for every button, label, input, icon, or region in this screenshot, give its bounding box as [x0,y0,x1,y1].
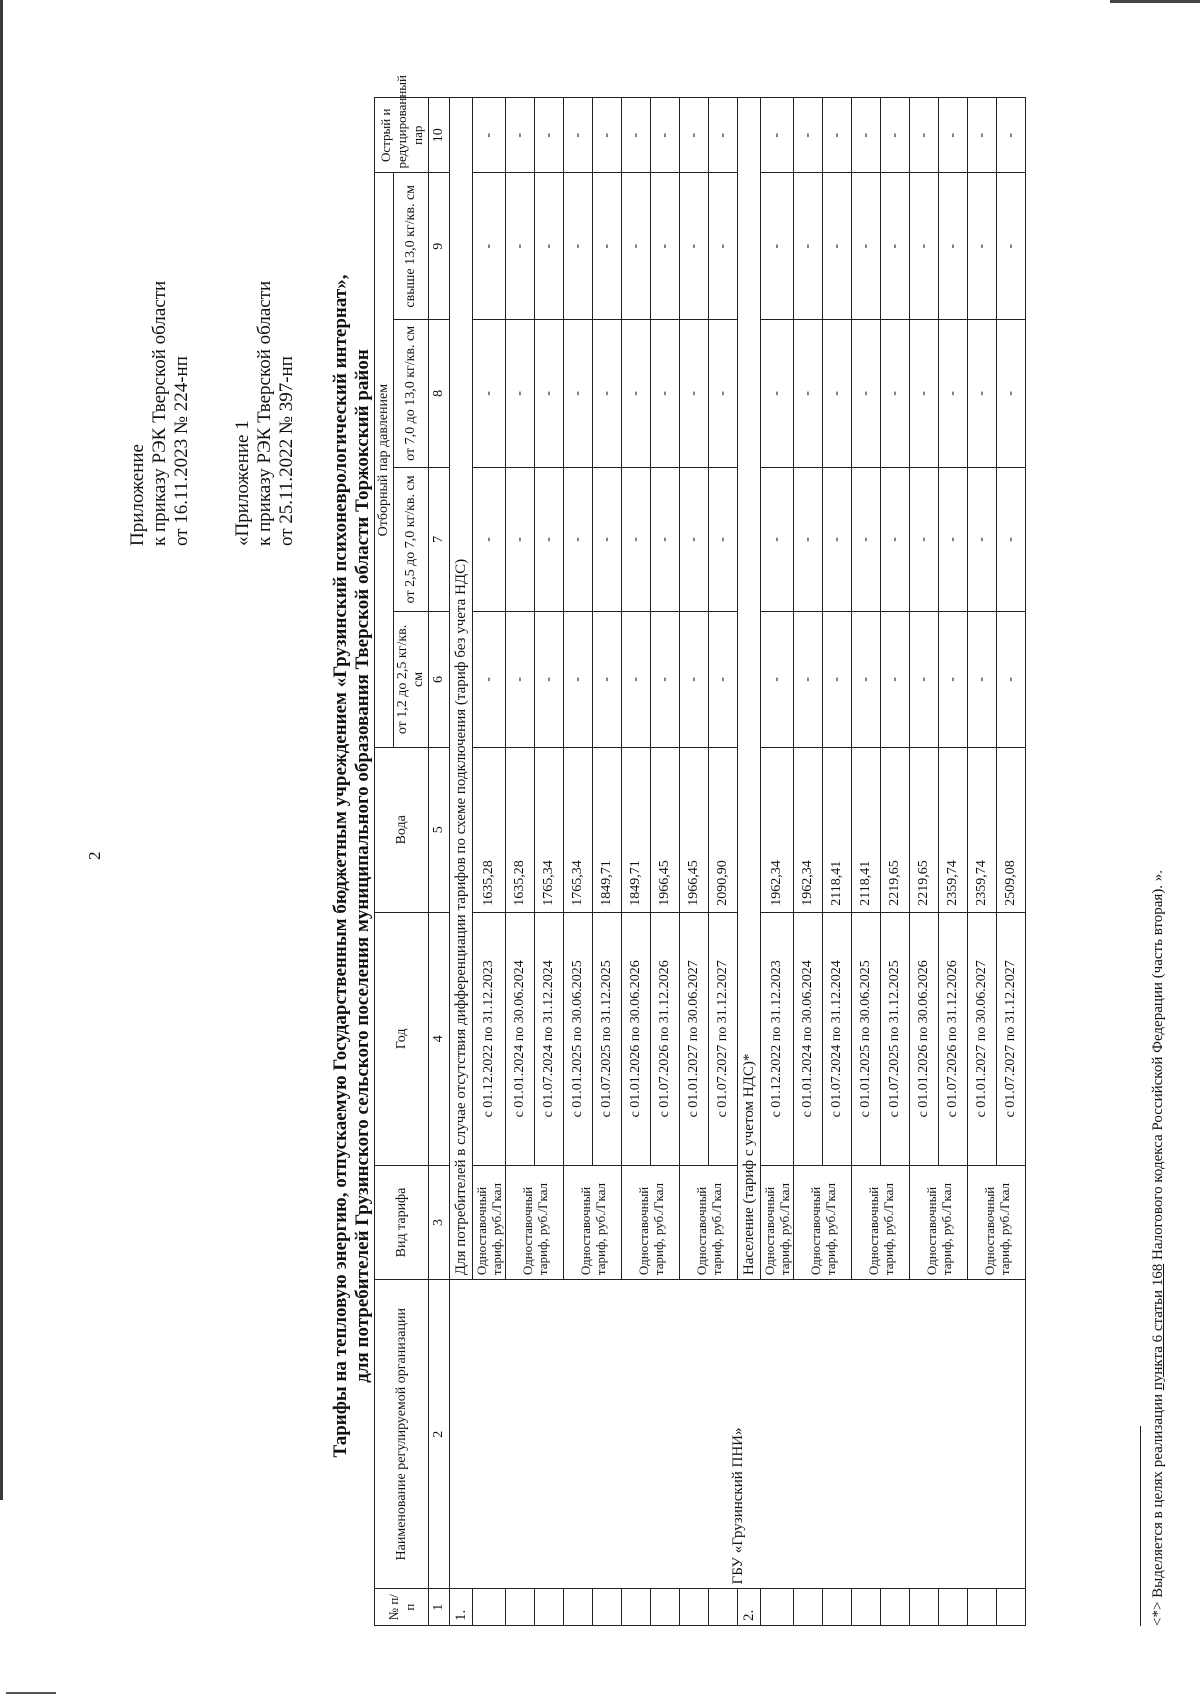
steam-tariff-value: - [535,320,564,468]
water-tariff-value: 2118,41 [852,747,881,912]
water-tariff-value: 2359,74 [939,747,968,912]
steam-tariff-value: - [506,320,535,468]
steam-tariff-value: - [709,467,738,611]
tariff-period: с 01.01.2027 по 30.06.2027 [680,912,709,1165]
col-header-steam-1: от 1,2 до 2,5 кг/кв. см [394,612,429,748]
water-tariff-value: 1962,34 [794,747,823,912]
section-row [450,98,473,1626]
steam-tariff-value: - [564,467,593,611]
water-tariff-value: 2359,74 [968,747,997,912]
column-number: 3 [429,1165,450,1279]
footnote-prefix: <*> Выделяется в целях реализации [1150,1390,1166,1626]
tariff-period: с 01.01.2027 по 30.06.2027 [968,912,997,1165]
steam-tariff-value: - [680,173,709,320]
steam-tariff-value: - [709,320,738,468]
col-header-steam-group: Отборный пар давлением [375,173,394,747]
header-line: к приказу РЭК Тверской области [149,280,170,546]
steam-tariff-value: - [651,467,680,611]
header-previous-order [232,281,298,546]
water-tariff-value: 1966,45 [680,747,709,912]
col-header-kind: Вид тарифа [375,1165,429,1279]
steam-tariff-value: - [910,320,939,468]
steam-tariff-value: - [910,173,939,320]
steam-tariff-value: - [709,612,738,748]
steam-tariff-value: - [852,467,881,611]
row-number-cell [680,1589,709,1626]
steam-tariff-value: - [939,612,968,748]
footnote-link: пункта 6 статьи 168 [1150,1263,1166,1391]
row-number-cell [823,1589,852,1626]
tariff-period: с 01.12.2022 по 31.12.2023 [473,912,506,1165]
section-label: Для потребителей в случае отсутствия дифференциации тарифов по схеме подключения (тариф без учета НДС) [450,98,473,1280]
steam-tariff-value: - [473,173,506,320]
steam-tariff-value: - [852,173,881,320]
row-number-cell [794,1589,823,1626]
water-tariff-value: 2090,90 [709,747,738,912]
water-tariff-value: 1635,28 [506,747,535,912]
steam-tariff-value: - [823,173,852,320]
steam-tariff-value: - [968,320,997,468]
steam-tariff-value: - [651,173,680,320]
tariff-kind: Одноставочный тариф, руб./Гкал [473,1165,506,1279]
tariff-kind: Одноставочный тариф, руб./Гкал [968,1165,1026,1279]
section-number: 1. [450,1589,473,1626]
column-number: 7 [429,467,450,611]
steam-tariff-value: - [852,98,881,173]
steam-tariff-value: - [881,320,910,468]
steam-tariff-value: - [473,612,506,748]
water-tariff-value: 1765,34 [535,747,564,912]
row-number-cell [939,1589,968,1626]
tariff-period: с 01.07.2027 по 31.12.2027 [709,912,738,1165]
steam-tariff-value: - [680,320,709,468]
steam-tariff-value: - [968,467,997,611]
steam-tariff-value: - [535,467,564,611]
tariff-table-body [450,98,1026,1626]
steam-tariff-value: - [968,98,997,173]
tariff-period: с 01.07.2024 по 31.12.2024 [535,912,564,1165]
steam-tariff-value: - [939,98,968,173]
column-number: 9 [429,173,450,320]
footnote-suffix: Налогового кодекса Российской Федерации (часть вторая). ». [1150,869,1166,1264]
row-number-cell [564,1589,593,1626]
title-line: для потребителей Грузинского сельского поселения муниципального образования Тверской области Торжокский район [352,349,373,1383]
steam-tariff-value: - [651,320,680,468]
tariff-kind: Одноставочный тариф, руб./Гкал [564,1165,622,1279]
steam-tariff-value: - [823,320,852,468]
header-line: от 16.11.2023 № 224-нп [171,356,192,546]
water-tariff-value: 2118,41 [823,747,852,912]
row-number-cell [506,1589,535,1626]
steam-tariff-value: - [997,467,1026,611]
footnote-separator [1140,1426,1141,1626]
row-number-cell [852,1589,881,1626]
steam-tariff-value: - [709,173,738,320]
water-tariff-value: 1962,34 [761,747,794,912]
steam-tariff-value: - [794,612,823,748]
steam-tariff-value: - [823,98,852,173]
row-number-cell [910,1589,939,1626]
column-number: 5 [429,747,450,912]
row-number-cell [709,1589,738,1626]
column-number: 2 [429,1280,450,1589]
tariff-period: с 01.01.2026 по 30.06.2026 [910,912,939,1165]
row-number-cell [968,1589,997,1626]
tariff-kind: Одноставочный тариф, руб./Гкал [680,1165,738,1279]
steam-tariff-value: - [794,173,823,320]
steam-tariff-value: - [506,467,535,611]
steam-tariff-value: - [761,467,794,611]
steam-tariff-value: - [473,98,506,173]
steam-tariff-value: - [564,173,593,320]
tariff-period: с 01.07.2027 по 31.12.2027 [997,912,1026,1165]
water-tariff-value: 1966,45 [651,747,680,912]
tariff-table [374,75,1026,1626]
steam-tariff-value: - [564,98,593,173]
col-header-org: Наименование регулируемой организации [375,1280,429,1589]
tariff-period: с 01.07.2024 по 31.12.2024 [823,912,852,1165]
water-tariff-value: 1849,71 [622,747,651,912]
steam-tariff-value: - [535,612,564,748]
tariff-period: с 01.07.2026 по 31.12.2026 [939,912,968,1165]
steam-tariff-value: - [709,98,738,173]
tariff-period: с 01.12.2022 по 31.12.2023 [761,912,794,1165]
col-header-steam-2: от 2,5 до 7,0 кг/кв. см [394,467,429,611]
row-number-cell [997,1589,1026,1626]
steam-tariff-value: - [997,173,1026,320]
steam-tariff-value: - [651,612,680,748]
steam-tariff-value: - [473,320,506,468]
steam-tariff-value: - [651,98,680,173]
tariff-kind: Одноставочный тариф, руб./Гкал [910,1165,968,1279]
steam-tariff-value: - [910,612,939,748]
title-line: Тарифы на тепловую энергию, отпускаемую Государственным бюджетным учреждением «Грузинский психоневрологический интернат», [330,274,351,1458]
row-number-cell [761,1589,794,1626]
steam-tariff-value: - [823,467,852,611]
water-tariff-value: 2219,65 [910,747,939,912]
steam-tariff-value: - [881,173,910,320]
steam-tariff-value: - [997,612,1026,748]
header-line: «Приложение 1 [232,420,253,546]
column-number: 1 [429,1589,450,1626]
row-number-cell [622,1589,651,1626]
steam-tariff-value: - [997,98,1026,173]
steam-tariff-value: - [622,320,651,468]
section-label: Население (тариф с учетом НДС)* [738,98,761,1280]
column-number: 10 [429,98,450,173]
col-header-steam-4: свыше 13,0 кг/кв. см [394,173,429,320]
water-tariff-value: 2219,65 [881,747,910,912]
header-row [375,98,394,1626]
col-header-year: Год [375,912,429,1165]
steam-tariff-value: - [761,612,794,748]
steam-tariff-value: - [535,98,564,173]
tariff-kind: Одноставочный тариф, руб./Гкал [622,1165,680,1279]
document-title [330,126,374,1606]
steam-tariff-value: - [968,612,997,748]
row-number-cell [535,1589,564,1626]
steam-tariff-value: - [593,98,622,173]
tariff-period: с 01.07.2025 по 31.12.2025 [593,912,622,1165]
header-current-order [127,281,193,546]
water-tariff-value: 1635,28 [473,747,506,912]
steam-tariff-value: - [593,612,622,748]
tariff-kind: Одноставочный тариф, руб./Гкал [794,1165,852,1279]
water-tariff-value: 1765,34 [564,747,593,912]
tariff-kind: Одноставочный тариф, руб./Гкал [506,1165,564,1279]
column-number: 6 [429,612,450,748]
tariff-period: с 01.01.2025 по 30.06.2025 [852,912,881,1165]
steam-tariff-value: - [564,612,593,748]
steam-tariff-value: - [564,320,593,468]
section-number: 2. [738,1589,761,1626]
steam-tariff-value: - [881,98,910,173]
steam-tariff-value: - [622,173,651,320]
row-number-cell [473,1589,506,1626]
steam-tariff-value: - [680,612,709,748]
steam-tariff-value: - [794,467,823,611]
col-header-water: Вода [375,747,429,912]
page-number: 2 [85,851,104,860]
column-number-row [429,98,450,1626]
tariff-period: с 01.01.2025 по 30.06.2025 [564,912,593,1165]
steam-tariff-value: - [506,98,535,173]
steam-tariff-value: - [852,612,881,748]
steam-tariff-value: - [997,320,1026,468]
steam-tariff-value: - [622,98,651,173]
steam-tariff-value: - [761,173,794,320]
tariff-kind: Одноставочный тариф, руб./Гкал [852,1165,910,1279]
steam-tariff-value: - [794,320,823,468]
col-header-steam-3: от 7,0 до 13,0 кг/кв. см [394,320,429,468]
tariff-period: с 01.01.2024 по 30.06.2024 [794,912,823,1165]
steam-tariff-value: - [881,612,910,748]
steam-tariff-value: - [593,173,622,320]
tariff-period: с 01.01.2026 по 30.06.2026 [622,912,651,1165]
steam-tariff-value: - [939,467,968,611]
steam-tariff-value: - [680,467,709,611]
water-tariff-value: 2509,08 [997,747,1026,912]
steam-tariff-value: - [939,173,968,320]
steam-tariff-value: - [593,320,622,468]
steam-tariff-value: - [680,98,709,173]
column-number: 4 [429,912,450,1165]
column-number: 8 [429,320,450,468]
col-header-num: № п/п [375,1589,429,1626]
steam-tariff-value: - [823,612,852,748]
water-tariff-value: 1849,71 [593,747,622,912]
col-header-sharp-steam: Острый и редуцированный пар [375,98,429,173]
steam-tariff-value: - [968,173,997,320]
header-line: к приказу РЭК Тверской области [254,280,275,546]
row-number-cell [881,1589,910,1626]
organization-name: ГБУ «Грузинский ПНИ» [450,1280,1026,1589]
tariff-kind: Одноставочный тариф, руб./Гкал [761,1165,794,1279]
steam-tariff-value: - [593,467,622,611]
steam-tariff-value: - [852,320,881,468]
steam-tariff-value: - [473,467,506,611]
header-line: Приложение [127,444,148,546]
tariff-period: с 01.07.2025 по 31.12.2025 [881,912,910,1165]
tariff-period: с 01.01.2024 по 30.06.2024 [506,912,535,1165]
steam-tariff-value: - [910,467,939,611]
steam-tariff-value: - [794,98,823,173]
steam-tariff-value: - [939,320,968,468]
row-number-cell [593,1589,622,1626]
footnote [1150,870,1167,1626]
steam-tariff-value: - [910,98,939,173]
header-line: от 25.11.2022 № 397-нп [276,356,297,546]
steam-tariff-value: - [506,173,535,320]
tariff-period: с 01.07.2026 по 31.12.2026 [651,912,680,1165]
steam-tariff-value: - [622,612,651,748]
steam-tariff-value: - [881,467,910,611]
row-number-cell [651,1589,680,1626]
steam-tariff-value: - [506,612,535,748]
steam-tariff-value: - [535,173,564,320]
steam-tariff-value: - [622,467,651,611]
steam-tariff-value: - [761,320,794,468]
steam-tariff-value: - [761,98,794,173]
